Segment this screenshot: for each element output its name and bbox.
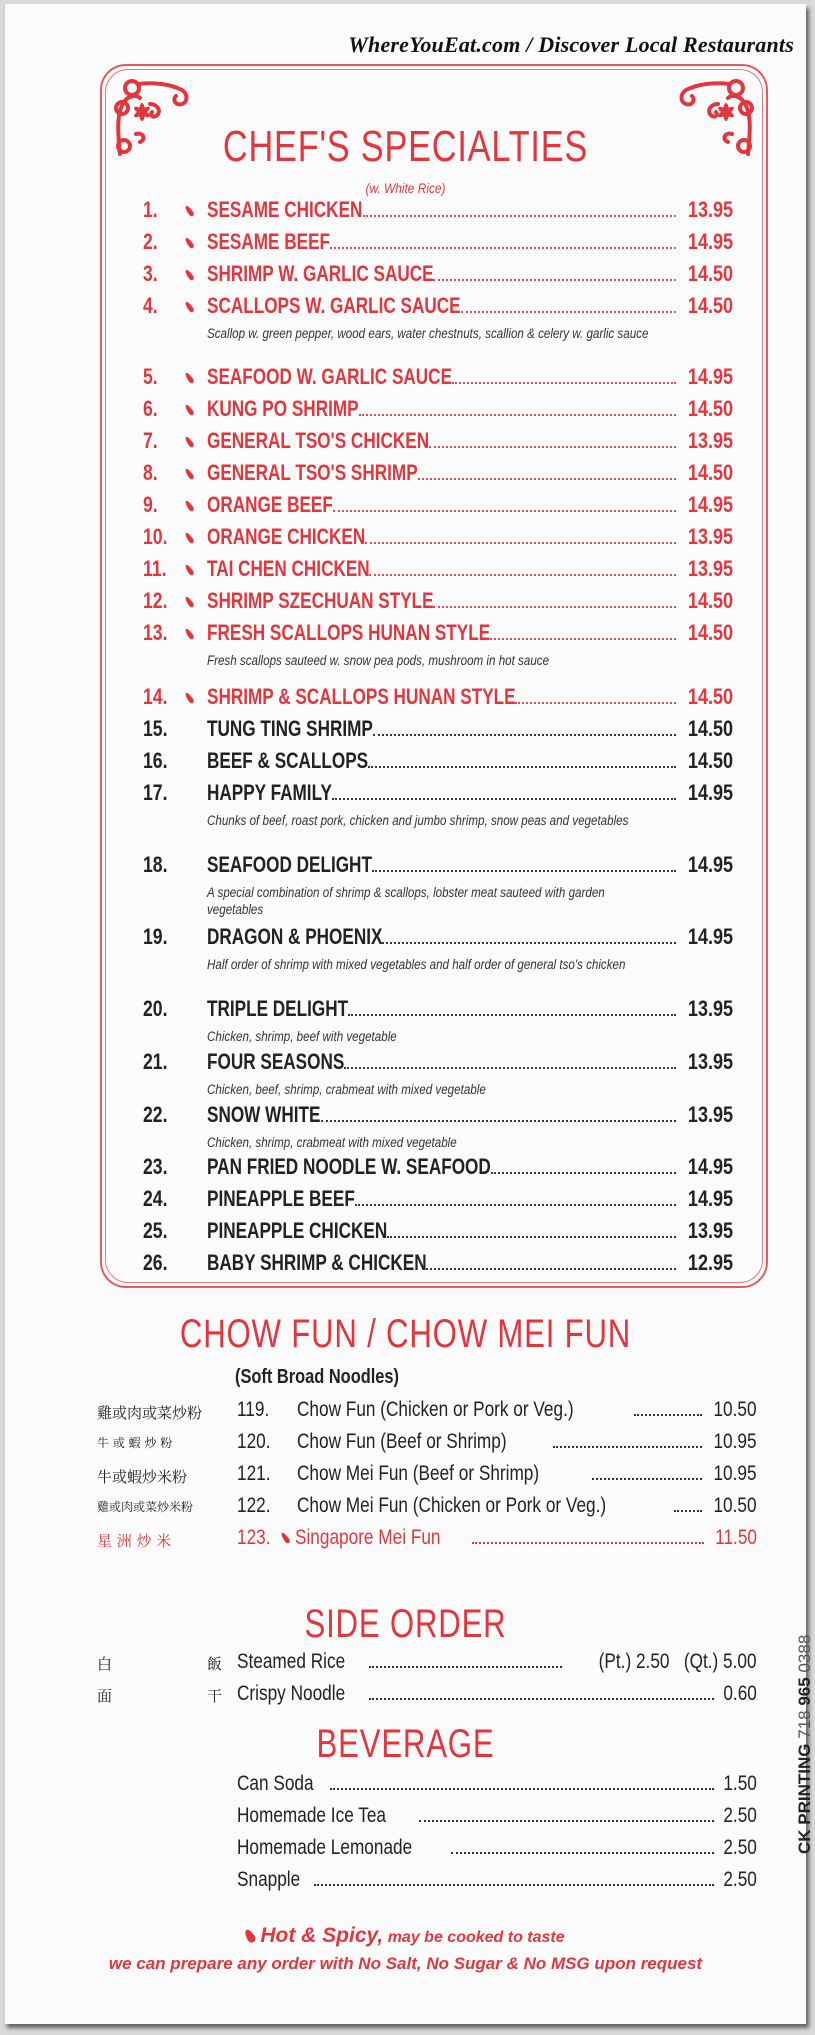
- chili-pepper-icon: [187, 524, 207, 550]
- chow-fun-title: CHOW FUN / CHOW MEI FUN: [179, 1312, 632, 1356]
- item-name: PAN FRIED NOODLE W. SEAFOOD: [207, 1154, 491, 1179]
- item-price: 14.50: [687, 748, 733, 773]
- item-number: 13.: [143, 620, 168, 645]
- menu-item-row: [237, 1650, 757, 1674]
- dot-leader: [368, 766, 676, 768]
- item-number: 24.: [143, 1186, 168, 1211]
- item-price: 10.50: [713, 1398, 757, 1421]
- item-name: Steamed Rice: [237, 1650, 346, 1673]
- item-price: 14.50: [687, 261, 733, 286]
- menu-item-row: [143, 460, 733, 488]
- item-number: 10.: [143, 524, 168, 549]
- item-name: KUNG PO SHRIMP: [207, 396, 359, 421]
- dot-leader: [429, 446, 676, 448]
- item-price: 13.95: [687, 996, 733, 1021]
- menu-item-row: [143, 716, 733, 744]
- item-number: 6.: [143, 396, 158, 421]
- item-number: 8.: [143, 460, 158, 485]
- item-name: SHRIMP SZECHUAN STYLE: [207, 588, 434, 613]
- item-description: A special combination of shrimp & scallops, lobster meat sauteed with garden vegetables: [207, 885, 605, 917]
- item-name: FRESH SCALLOPS HUNAN STYLE: [207, 620, 491, 645]
- chili-pepper-icon: [187, 620, 207, 646]
- menu-item-row: [143, 396, 733, 424]
- item-price: 14.50: [687, 716, 733, 741]
- item-price: 14.95: [687, 924, 733, 949]
- menu-item-row: [143, 556, 733, 584]
- menu-item-row: [237, 1868, 757, 1892]
- chili-pepper-icon: [187, 293, 207, 319]
- chili-pepper-icon: [187, 460, 207, 486]
- item-description: Chicken, shrimp, beef with vegetable: [207, 1029, 397, 1044]
- item-name: HAPPY FAMILY: [207, 780, 332, 805]
- chinese-char-left: 面: [97, 1687, 113, 1705]
- dot-leader: [373, 734, 676, 736]
- item-number: 15.: [143, 716, 168, 741]
- dot-leader: [359, 414, 676, 416]
- menu-page: [4, 4, 814, 2024]
- menu-item-row: [237, 1682, 757, 1706]
- printer-phone-end: 0388: [795, 1634, 814, 1673]
- dot-leader: [369, 1666, 563, 1668]
- item-name: TAI CHEN CHICKEN: [207, 556, 370, 581]
- dot-leader: [372, 870, 676, 872]
- item-price: 10.50: [713, 1494, 757, 1517]
- menu-item-row: [143, 924, 733, 952]
- menu-item-row: [143, 364, 733, 392]
- item-number: 20.: [143, 996, 168, 1021]
- printer-name: CK PRINTING: [795, 1743, 814, 1854]
- beverage-title: BEVERAGE: [316, 1722, 495, 1766]
- hot-spicy-label: Hot & Spicy,: [260, 1924, 384, 1947]
- item-number: 122.: [237, 1494, 271, 1517]
- item-number: 25.: [143, 1218, 168, 1243]
- item-name: Chow Fun (Chicken or Pork or Veg.): [297, 1398, 574, 1421]
- dot-leader: [365, 542, 676, 544]
- item-price: 13.95: [687, 1049, 733, 1074]
- item-name: Chow Mei Fun (Beef or Shrimp): [297, 1462, 540, 1485]
- item-price: 14.50: [687, 293, 733, 318]
- menu-item-row: [237, 1398, 757, 1422]
- dot-leader: [419, 1820, 714, 1822]
- item-name: SESAME CHICKEN: [207, 197, 363, 222]
- menu-item-row: [237, 1494, 757, 1518]
- menu-item-row: [237, 1462, 757, 1486]
- item-price: 0.60: [723, 1682, 757, 1705]
- item-name: SEAFOOD W. GARLIC SAUCE: [207, 364, 453, 389]
- chinese-name: 雞或肉或菜炒粉: [97, 1404, 203, 1422]
- menu-item-row: [237, 1772, 757, 1796]
- item-description: Chunks of beef, roast pork, chicken and jumbo shrimp, snow peas and vegetables: [207, 813, 629, 828]
- item-number: 120.: [237, 1430, 271, 1453]
- menu-item-row: [143, 684, 733, 712]
- item-price: 14.95: [687, 492, 733, 517]
- item-price: 14.95: [687, 852, 733, 877]
- item-price: 14.50: [687, 684, 733, 709]
- menu-item-row: [143, 780, 733, 808]
- hot-spicy-legend: [5, 1924, 806, 1948]
- item-price: 2.50: [723, 1836, 757, 1859]
- printer-phone-area: 718: [795, 1710, 814, 1739]
- menu-item-row: [143, 996, 733, 1024]
- printer-phone-mid: 965: [795, 1677, 814, 1706]
- chefs-specialties-title: CHEF'S SPECIALTIES: [222, 122, 589, 171]
- item-name: FOUR SEASONS: [207, 1049, 345, 1074]
- item-price: 10.95: [713, 1430, 757, 1453]
- item-number: 12.: [143, 588, 168, 613]
- dot-leader: [355, 1204, 676, 1206]
- item-name: Can Soda: [237, 1772, 314, 1795]
- dot-leader: [553, 1446, 703, 1448]
- item-price: 11.50: [715, 1526, 757, 1549]
- menu-item-row: [143, 197, 733, 225]
- dot-leader: [433, 606, 676, 608]
- chinese-char-right: 飯: [207, 1655, 223, 1673]
- dot-leader: [515, 702, 676, 704]
- item-number: 1.: [143, 197, 158, 222]
- hot-spicy-note: may be cooked to taste: [387, 1929, 565, 1946]
- item-name: BEEF & SCALLOPS: [207, 748, 369, 773]
- dot-leader: [321, 1120, 676, 1122]
- item-name: Chow Fun (Beef or Shrimp): [297, 1430, 507, 1453]
- menu-item-row: [143, 852, 733, 880]
- item-price: 10.95: [713, 1462, 757, 1485]
- item-price: (Pt.) 2.50 (Qt.) 5.00: [599, 1650, 757, 1673]
- item-number: 21.: [143, 1049, 168, 1074]
- item-name: BABY SHRIMP & CHICKEN: [207, 1250, 427, 1275]
- menu-item-row: [237, 1430, 757, 1454]
- item-price: 14.95: [687, 229, 733, 254]
- item-price: 2.50: [723, 1804, 757, 1827]
- menu-item-row: [143, 293, 733, 321]
- item-name: SHRIMP W. GARLIC SAUCE: [207, 261, 434, 286]
- item-description: Chicken, beef, shrimp, crabmeat with mixed vegetable: [207, 1082, 486, 1097]
- dot-leader: [452, 382, 676, 384]
- item-name: PINEAPPLE BEEF: [207, 1186, 355, 1211]
- chinese-char-right: 干: [207, 1687, 223, 1705]
- item-price: 13.95: [687, 428, 733, 453]
- dot-leader: [634, 1414, 702, 1416]
- item-number: 123.: [237, 1526, 271, 1549]
- menu-item-row: [143, 748, 733, 776]
- menu-item-row: [143, 588, 733, 616]
- dot-leader: [451, 1852, 714, 1854]
- menu-item-row: [143, 428, 733, 456]
- chili-pepper-icon: [187, 364, 207, 390]
- dot-leader: [472, 1542, 704, 1544]
- item-description: Chicken, shrimp, crabmeat with mixed vegetable: [207, 1135, 457, 1150]
- menu-item-row: [143, 1186, 733, 1214]
- menu-item-row: [237, 1804, 757, 1828]
- item-number: 2.: [143, 229, 158, 254]
- item-price: 14.95: [687, 1154, 733, 1179]
- dot-leader: [418, 478, 676, 480]
- item-number: 5.: [143, 364, 158, 389]
- item-price: 13.95: [687, 1218, 733, 1243]
- dot-leader: [344, 1067, 676, 1069]
- item-description: Scallop w. green pepper, wood ears, water chestnuts, scallion & celery w. garlic sauce: [207, 326, 649, 341]
- dot-leader: [387, 1236, 676, 1238]
- item-number: 121.: [237, 1462, 271, 1485]
- item-name: SNOW WHITE: [207, 1102, 321, 1127]
- item-price: 14.95: [687, 780, 733, 805]
- menu-item-row: [143, 1218, 733, 1246]
- chili-pepper-icon: [187, 197, 207, 223]
- item-name: GENERAL TSO'S SHRIMP: [207, 460, 418, 485]
- menu-item-row: [143, 524, 733, 552]
- chili-pepper-icon: [243, 1928, 257, 1944]
- chili-pepper-icon: [187, 261, 207, 287]
- dot-leader: [333, 510, 676, 512]
- printer-credit: [795, 1635, 815, 1854]
- item-name: Singapore Mei Fun: [295, 1526, 441, 1549]
- dot-leader: [332, 798, 676, 800]
- dot-leader: [314, 1884, 714, 1886]
- dot-leader: [363, 215, 676, 217]
- menu-item-row: [237, 1836, 757, 1860]
- dot-leader: [433, 279, 676, 281]
- item-description: Fresh scallops sauteed w. snow pea pods, mushroom in hot sauce: [207, 653, 550, 668]
- item-price: 13.95: [687, 1102, 733, 1127]
- menu-item-row: [143, 492, 733, 520]
- item-number: 18.: [143, 852, 168, 877]
- side-order-title: SIDE ORDER: [304, 1602, 507, 1646]
- item-number: 26.: [143, 1250, 168, 1275]
- menu-item-row: [143, 1049, 733, 1077]
- dot-leader: [369, 574, 676, 576]
- menu-item-row: [237, 1526, 757, 1550]
- item-name: Crispy Noodle: [237, 1682, 346, 1705]
- item-name: SHRIMP & SCALLOPS HUNAN STYLE: [207, 684, 516, 709]
- item-name: Homemade Lemonade: [237, 1836, 413, 1859]
- item-name: ORANGE BEEF: [207, 492, 333, 517]
- dot-leader: [674, 1510, 702, 1512]
- item-name: Homemade Ice Tea: [237, 1804, 387, 1827]
- item-number: 19.: [143, 924, 168, 949]
- item-price: 13.95: [687, 524, 733, 549]
- chow-fun-subtitle: (Soft Broad Noodles): [235, 1366, 399, 1388]
- item-number: 119.: [237, 1398, 270, 1421]
- item-price: 1.50: [723, 1772, 757, 1795]
- item-price: 2.50: [723, 1868, 757, 1891]
- menu-item-row: [143, 620, 733, 648]
- menu-item-row: [143, 1154, 733, 1182]
- dietary-request-note: we can prepare any order with No Salt, No Sugar & No MSG upon request: [108, 1954, 703, 1973]
- chili-pepper-icon: [187, 556, 207, 582]
- item-price: 13.95: [687, 556, 733, 581]
- item-number: 4.: [143, 293, 158, 318]
- chili-pepper-icon: [187, 229, 207, 255]
- dot-leader: [490, 638, 676, 640]
- item-name: TUNG TING SHRIMP: [207, 716, 373, 741]
- item-description: Half order of shrimp with mixed vegetables and half order of general tso's chicken: [207, 957, 626, 972]
- item-number: 9.: [143, 492, 158, 517]
- chinese-name: 星 洲 炒 米: [97, 1532, 172, 1550]
- menu-item-row: [143, 229, 733, 257]
- item-number: 23.: [143, 1154, 168, 1179]
- chinese-name: 牛或蝦炒米粉: [97, 1468, 188, 1486]
- dot-leader: [491, 1172, 676, 1174]
- chili-pepper-icon: [187, 684, 207, 710]
- item-name: Chow Mei Fun (Chicken or Pork or Veg.): [297, 1494, 607, 1517]
- dot-leader: [369, 1698, 714, 1700]
- item-price: 14.95: [687, 364, 733, 389]
- chinese-char-left: 白: [97, 1655, 113, 1673]
- dot-leader: [348, 1014, 676, 1016]
- item-price: 14.50: [687, 460, 733, 485]
- dot-leader: [426, 1268, 676, 1270]
- item-name: ORANGE CHICKEN: [207, 524, 366, 549]
- menu-item-row: [143, 261, 733, 289]
- item-name: PINEAPPLE CHICKEN: [207, 1218, 388, 1243]
- chili-pepper-icon: [283, 1526, 295, 1550]
- item-number: 7.: [143, 428, 158, 453]
- item-price: 14.95: [687, 1186, 733, 1211]
- item-number: 22.: [143, 1102, 168, 1127]
- item-number: 14.: [143, 684, 168, 709]
- chili-pepper-icon: [187, 588, 207, 614]
- dot-leader: [330, 1788, 714, 1790]
- dot-leader: [382, 942, 676, 944]
- item-name: GENERAL TSO'S CHICKEN: [207, 428, 430, 453]
- item-name: Snapple: [237, 1868, 301, 1891]
- item-name: TRIPLE DELIGHT: [207, 996, 349, 1021]
- item-name: SESAME BEEF: [207, 229, 331, 254]
- item-price: 14.50: [687, 396, 733, 421]
- site-watermark: WhereYouEat.com / Discover Local Restaurants: [348, 32, 794, 57]
- dot-leader: [461, 311, 676, 313]
- item-price: 14.50: [687, 588, 733, 613]
- item-number: 3.: [143, 261, 158, 286]
- item-price: 14.50: [687, 620, 733, 645]
- chili-pepper-icon: [187, 396, 207, 422]
- item-number: 16.: [143, 748, 168, 773]
- chefs-specialties-subtitle: (w. White Rice): [365, 180, 446, 196]
- dot-leader: [592, 1478, 702, 1480]
- menu-item-row: [143, 1250, 733, 1278]
- item-price: 13.95: [687, 197, 733, 222]
- item-price: 12.95: [687, 1250, 733, 1275]
- chili-pepper-icon: [187, 428, 207, 454]
- item-number: 17.: [143, 780, 168, 805]
- chinese-name: 雞或肉或菜炒米粉: [97, 1500, 194, 1514]
- menu-item-row: [143, 1102, 733, 1130]
- chili-pepper-icon: [187, 492, 207, 518]
- item-name: SEAFOOD DELIGHT: [207, 852, 372, 877]
- item-number: 11.: [143, 556, 167, 581]
- chinese-name: 牛 或 蝦 炒 粉: [97, 1436, 173, 1450]
- item-name: SCALLOPS W. GARLIC SAUCE: [207, 293, 461, 318]
- item-name: DRAGON & PHOENIX: [207, 924, 383, 949]
- dot-leader: [330, 247, 676, 249]
